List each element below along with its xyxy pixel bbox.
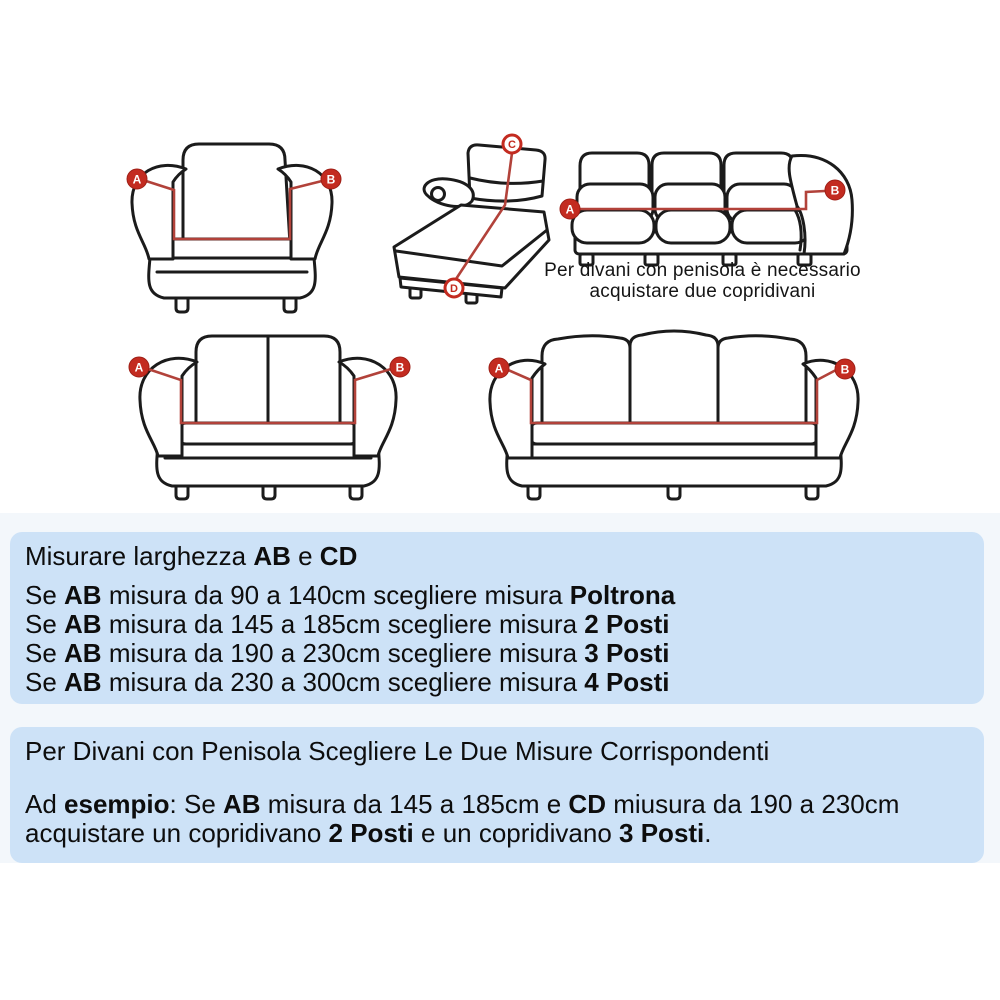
chaise-lounge-figure xyxy=(394,135,549,303)
marker-b-three-seat xyxy=(835,359,855,379)
marker-d-chaise xyxy=(445,279,463,297)
peninsula-caption xyxy=(535,261,870,302)
armchair-figure xyxy=(127,144,341,312)
svg-text:A: A xyxy=(134,360,144,375)
marker-c-chaise xyxy=(503,135,521,153)
rule-4-posti: Se AB misura da 230 a 300cm scegliere misura 4 Posti xyxy=(25,667,670,697)
svg-text:B: B xyxy=(395,360,405,375)
two-seat-sofa-figure xyxy=(129,336,410,499)
marker-a-peninsula-sofa xyxy=(560,199,580,219)
svg-text:B: B xyxy=(326,172,336,187)
marker-b-peninsula-sofa xyxy=(825,180,845,200)
marker-a-three-seat xyxy=(489,358,509,378)
peninsula-rules-panel xyxy=(10,727,984,863)
svg-text:B: B xyxy=(840,362,850,377)
marker-b-armchair xyxy=(321,169,341,189)
measure-title: Misurare larghezza AB e CD xyxy=(25,541,358,571)
peninsula-caption-line2: acquistare due copridivani xyxy=(589,280,816,302)
peninsula-rule-heading: Per Divani con Penisola Scegliere Le Due Misure Corrispondenti xyxy=(25,736,770,766)
svg-text:A: A xyxy=(132,172,142,187)
rule-2-posti: Se AB misura da 145 a 185cm scegliere misura 2 Posti xyxy=(25,609,670,639)
marker-b-two-seat xyxy=(390,357,410,377)
svg-text:B: B xyxy=(830,183,840,198)
svg-text:D: D xyxy=(450,283,458,295)
sizing-info-section xyxy=(0,513,1000,863)
svg-text:A: A xyxy=(565,202,575,217)
three-seat-sofa-figure xyxy=(489,331,858,499)
peninsula-rule-example: Ad esempio: Se AB misura da 145 a 185cm e CD miusura da 190 a 230cm acquistare un copridivano 2 Posti e un copridivano 3 Posti. xyxy=(25,789,900,848)
marker-a-two-seat xyxy=(129,357,149,377)
measure-rules-panel xyxy=(10,532,984,704)
marker-a-armchair xyxy=(127,169,147,189)
rule-3-posti: Se AB misura da 190 a 230cm scegliere misura 3 Posti xyxy=(25,638,670,668)
peninsula-caption-line1: Per divani con penisola è necessario xyxy=(544,260,861,281)
peninsula-sofa-figure xyxy=(560,153,852,265)
rule-poltrona: Se AB misura da 90 a 140cm scegliere misura Poltrona xyxy=(25,580,676,610)
svg-text:C: C xyxy=(508,139,516,151)
svg-text:A: A xyxy=(494,361,504,376)
